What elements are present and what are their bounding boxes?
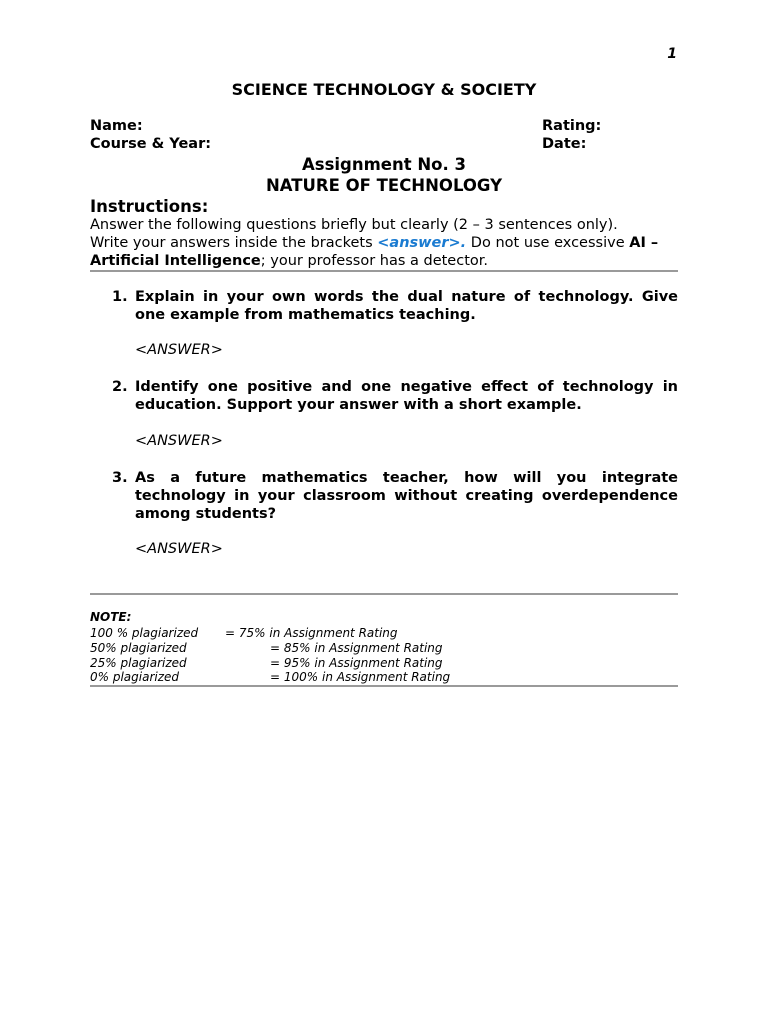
page-number: 1 [667,46,677,62]
divider-top [90,270,678,272]
answer-placeholder-1[interactable]: <ANSWER> [135,342,223,358]
instructions-heading: Instructions: [90,197,209,216]
question-number: 2. [112,379,128,395]
instructions-prefix: Write your answers inside the brackets [90,235,378,251]
answer-placeholder-2[interactable]: <ANSWER> [135,433,223,449]
divider-note-bottom [90,685,678,687]
date-field-label: Date: [542,136,587,152]
note-row-value: = 100% in Assignment Rating [270,670,451,684]
answer-tag: <answer>. [377,235,467,251]
name-field-label: Name: [90,118,143,134]
course-year-field-label: Course & Year: [90,136,212,152]
instructions-body [90,216,680,270]
assignment-subject: NATURE OF TECHNOLOGY [265,176,503,195]
divider-note-top [90,593,678,595]
ai-warning: AI – Artificial Intelligence [90,235,659,269]
question-3 [112,469,678,523]
note-row-label: 50% plagiarized [90,641,187,655]
question-text: As a future mathematics teacher, how will you integrate technology in your classroom without creating overdependence among students? [135,470,678,522]
note-row-label: 0% plagiarized [90,670,180,684]
assignment-number: Assignment No. 3 [301,155,467,174]
note-row-value: = 85% in Assignment Rating [270,641,443,655]
note-row-value: = 95% in Assignment Rating [270,656,443,670]
rating-field-label: Rating: [542,118,602,134]
instructions-suffix: ; your professor has a detector. [260,253,489,269]
question-text: Identify one positive and one negative effect of technology in education. Support your answer with a short example. [135,379,678,413]
question-1 [112,288,678,324]
note-row-value: = 75% in Assignment Rating [225,626,398,640]
note-row-label: 100 % plagiarized [90,626,199,640]
question-number: 1. [112,289,128,305]
answer-placeholder-3[interactable]: <ANSWER> [135,541,223,557]
question-number: 3. [112,470,128,486]
instructions-middle: Do not use excessive [466,235,630,251]
document-title: SCIENCE TECHNOLOGY & SOCIETY [231,80,537,99]
note-row-label: 25% plagiarized [90,656,187,670]
instructions-line-2 [90,234,680,270]
note-label: NOTE: [90,610,132,624]
question-text: Explain in your own words the dual nature of technology. Give one example from mathematics teaching. [135,289,678,323]
instructions-line-1: Answer the following questions briefly but clearly (2 – 3 sentences only). [90,217,618,233]
question-2 [112,378,678,414]
